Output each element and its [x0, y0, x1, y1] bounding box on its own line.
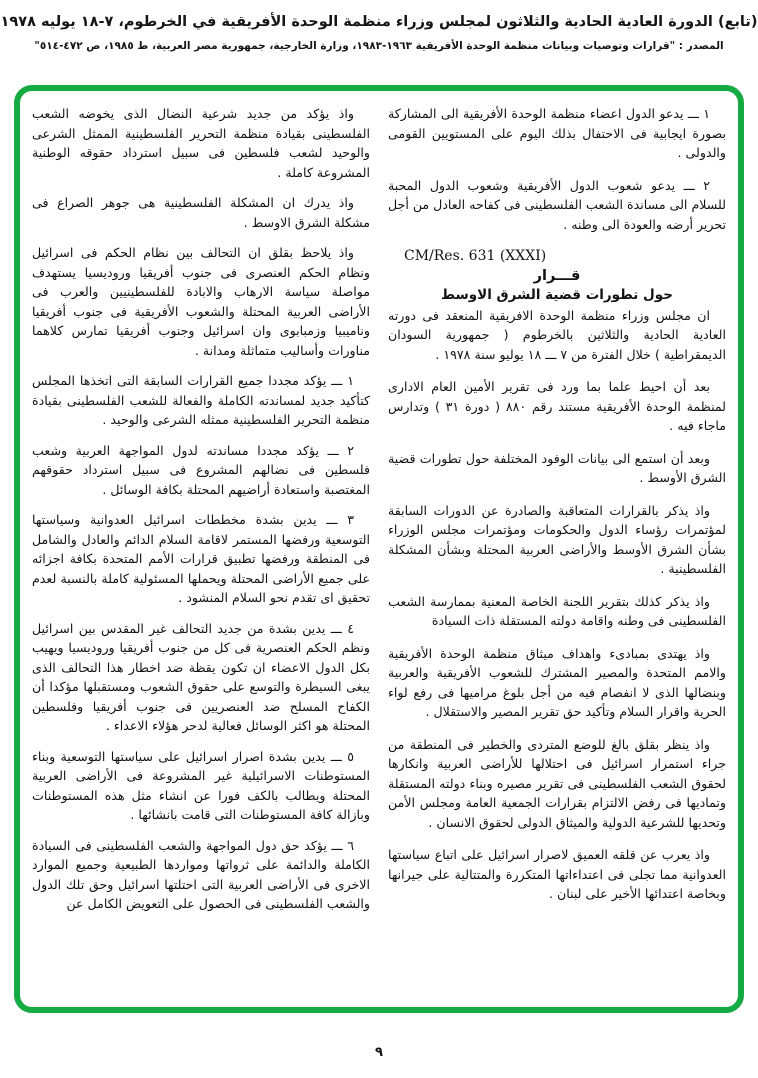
paragraph-operative-5: ٥ ـــ يدين بشدة اصرار اسرائيل على سياستها التوسعية وبناء المستوطنات الاسرائيلية غير المشروعة فى الأراضى العربية المحتلة ويطالب بالكف فورا عن انشاء مثل هذه المستوطنات وبازالة كافة المستوطنات التى قامت بانشائها . — [32, 748, 370, 822]
source-citation: المصدر : "قرارات وتوصيات وبيانات منظمة الوحدة الأفريقية ١٩٦٣-١٩٨٣، وزارة الخارجية، جمهورية مصر العربية، ط ١٩٨٥، ص ٤٧٢-٥١٤" — [34, 39, 724, 52]
paragraph-operative-3: ٣ ـــ يدين بشدة مخططات اسرائيل العدوانية وسياستها التوسعية ورفضها المستمر لاقامة السلام الدائم والعادل والشامل فى المنطقة ورفضها تطبيق قرارات الأمم المتحدة بكافة اجزائه على جميع الأراضى المحتلة ويحملها المسئولية كاملة بالنسبة لعدم تحقيق اى تقدم نحو السلام المنشود . — [32, 512, 370, 605]
resolution-reference: CM/Res. 631 (XXXI) — [404, 248, 547, 264]
resolution-heading: قـــرار — [533, 267, 581, 284]
paragraph-preamble-1: ان مجلس وزراء منظمة الوحدة الافريقية المنعقد فى دورته العادية الحادية والثلاثين بالخرطوم ( جمهورية السودان الديمقراطية ) خلال الفترة من ٧ ـــ ١٨ يوليو سنة ١٩٧٨ . — [388, 307, 726, 362]
column-right — [388, 104, 726, 997]
column-left — [32, 104, 370, 997]
page-number: ٩ — [375, 1045, 383, 1060]
paragraph-preamble-4: واذ يذكر بالقرارات المتعاقبة والصادرة عن الدورات السابقة لمؤتمرات رؤساء الدول والحكومات ومؤتمرات مجلس الوزراء بشأن الشرق الأوسط والأراضى العربية المحتلة وبشأن المشكلة الفلسطينية . — [388, 502, 726, 576]
session-title: (تابع) الدورة العادية الحادية والثلاثون لمجلس وزراء منظمة الوحدة الأفريقية في الخرطوم، ٧-١٨ يوليه ١٩٧٨ — [0, 14, 758, 30]
paragraph-preamble-7: واذ ينظر بقلق بالغ للوضع المتردى والخطير فى المنطقة من جراء استمرار اسرائيل فى احتلالها للأراضى العربية وانكارها لحقوق الشعب الفلسطينى فى تقرير مصيره وبناء دولته المستقلة وتماديها فى رفض الالتزام بقرارات الجمعية العامة ومجلس الأمن وتحديها للشرعية الدولية والميثاق الدولى لحقوق الانسان . — [388, 736, 726, 830]
paragraph-operative-4: ٤ ـــ يدين بشدة من جديد التحالف غير المقدس بين اسرائيل ونظم الحكم العنصرية فى كل من جنوب أفريقيا وروديسيا ويهيب بكل الدول الاعضاء ان تكون يقظة ضد اخطار هذا التحالف الذى يبغى السيطرة والتوسع على حقوق الشعوب ومستقبلها مؤكدا أن الكفاح المسلح ضد العنصريين فى جنوب أفريقيا وفلسطين المحتلة هو اكثر الوسائل فعالية لدحر هؤلاء الاعداء . — [32, 620, 370, 733]
paragraph-preamble-6: واذ يهتدى بمبادىء واهداف ميثاق منظمة الوحدة الأفريقية والامم المتحدة والمصير المشترك للشعوب الأفريقية والعربية وبنضالها الذى لا انفصام فيه من أجل بلوغ مراميها فى رفع لواء الحرية واقرار السلام وتأكيد حق تقرير المصير والاستقلال . — [388, 645, 726, 719]
paragraph-preamble-10: واذ يدرك ان المشكلة الفلسطينية هى جوهر الصراع فى مشكلة الشرق الاوسط . — [32, 195, 370, 230]
page-header — [0, 0, 758, 53]
paragraph-preamble-9: واذ يؤكد من جديد شرعية النضال الذى يخوضه الشعب الفلسطينى بقيادة منظمة التحرير الفلسطينية الممثل الشرعى والوحيد لشعب فلسطين فى سبيل استرداد حقوقه الوطنية المشروعة كاملة . — [32, 106, 370, 180]
resolution-subheading: حول تطورات قضية الشرق الاوسط — [441, 287, 673, 303]
paragraph-preamble-3: وبعد أن استمع الى بيانات الوفود المختلفة حول تطورات قضية الشرق الأوسط . — [388, 450, 726, 485]
paragraph-operative-2: ٢ ـــ يؤكد مجددا مساندته لدول المواجهة العربية وشعب فلسطين فى نضالهم المشروع فى سبيل استرداد حقوقهم المغتصبة واستعادة أراضيهم المحتلة بكافة الوسائل . — [32, 442, 370, 497]
paragraph-item-1: ١ ـــ يدعو الدول اعضاء منظمة الوحدة الأفريقية الى المشاركة بصورة ايجابية فى الاحتفال بذلك اليوم على المستويين القومى والدولى . — [388, 106, 726, 160]
paragraph-preamble-11: واذ يلاحظ بقلق ان التحالف بين نظام الحكم فى اسرائيل ونظام الحكم العنصرى فى جنوب أفريقيا وروديسيا يستهدف مواصلة سياسة الارهاب والابادة للفلسطينيين والعرب فى الأراضى العربية المحتلة والشعوب الأفريقية فى جنوب أفريقيا وناميبيا وزمبابوى وان اسرائيل وجنوب أفريقيا تمارس كلاهما مناورات وأساليب متماثلة ومدانة . — [32, 245, 370, 358]
paragraph-operative-6: ٦ ـــ يؤكد حق دول المواجهة والشعب الفلسطينى فى السيادة الكاملة والدائمة على ثرواتها ومواردها الطبيعية وجميع الموارد الاخرى فى الأراضى العربية التى احتلتها اسرائيل وحق تلك الدول والشعب الفلسطينى فى الحصول على التعويض الكامل عن — [32, 837, 370, 911]
paragraph-preamble-5: واذ يذكر كذلك بتقرير اللجنة الخاصة المعنية بممارسة الشعب الفلسطينى فى وطنه واقامة دولته المستقلة ذات السيادة — [388, 593, 726, 628]
paragraph-operative-1: ١ ـــ يؤكد مجددا جميع القرارات السابقة التى اتخذها المجلس كتأكيد جديد لمساندته الكاملة والفعالة للشعب الفلسطينى بقيادة منظمة التحرير الفلسطينية ممثله الشرعى والوحيد . — [32, 373, 370, 427]
paragraph-preamble-2: بعد أن احيط علما بما ورد فى تقرير الأمين العام الادارى لمنظمة الوحدة الأفريقية مستند رقم ٨٨٠ ( دورة ٣١ ) وتدارس ماجاء فيه . — [388, 379, 726, 433]
text-columns — [32, 104, 726, 997]
paragraph-preamble-8: واذ يعرب عن قلقه العميق لاصرار اسرائيل على اتباع سياستها العدوانية مما تجلى فى اعتداءاتها المتكررة والمتتالية على جيرانها وبخاصة اعتدائها الأخير على لبنان . — [388, 847, 726, 901]
paragraph-item-2: ٢ ـــ يدعو شعوب الدول الأفريقية وشعوب الدول المحبة للسلام الى مساندة الشعب الفلسطينى فى كفاحه العادل من أجل تحرير أرضه والعودة الى وطنه . — [388, 177, 726, 232]
content-frame — [14, 85, 744, 1013]
